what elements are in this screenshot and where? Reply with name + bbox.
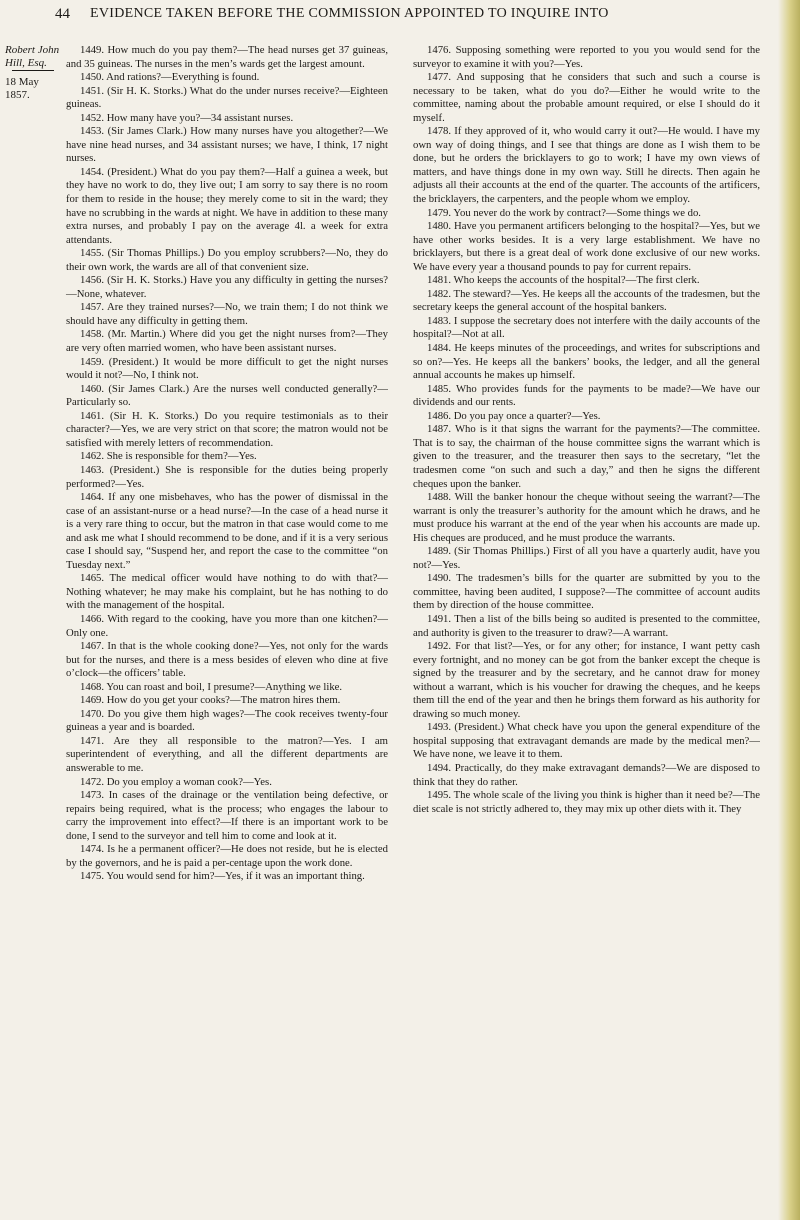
question-answer-paragraph: 1463. (President.) She is responsible for the duties being properly performed?—Yes. bbox=[66, 463, 388, 490]
question-answer-paragraph: 1455. (Sir Thomas Phillips.) Do you employ scrubbers?—No, they do their own work, the wards are all of that convenient size. bbox=[66, 247, 388, 273]
question-answer-paragraph: 1458. (Mr. Martin.) Where did you get the night nurses from?—They are very often married women, who have been assistant nurses. bbox=[66, 328, 388, 355]
question-answer-paragraph: 1457. Are they trained nurses?—No, we train them; I do not think we should have any difficulty in getting them. bbox=[66, 301, 388, 327]
question-answer-paragraph: 1479. You never do the work by contract?—Some things we do. bbox=[427, 206, 701, 219]
question-answer-paragraph: 1456. (Sir H. K. Storks.) Have you any difficulty in getting the nurses?—None, whatever. bbox=[66, 274, 388, 300]
witness-name-line-1: Robert John bbox=[5, 44, 60, 56]
margin-date: 18 May 1857. bbox=[5, 76, 39, 101]
question-answer-paragraph: 1489. (Sir Thomas Phillips.) First of all you have a quarterly audit, have you not?—Yes. bbox=[413, 545, 760, 571]
question-answer-paragraph: 1491. Then a list of the bills being so audited is presented to the committee, and authority is given to the treasurer to draw?—A warrant. bbox=[413, 612, 760, 639]
question-answer-paragraph: 1490. The tradesmen’s bills for the quarter are submitted by you to the committee, having been audited, I suppose?—The committee of account audits them by direction of the house committee. bbox=[413, 572, 760, 612]
question-answer-paragraph: 1472. Do you employ a woman cook?—Yes. bbox=[80, 775, 272, 788]
question-answer-paragraph: 1450. And rations?—Everything is found. bbox=[80, 71, 260, 84]
question-answer-paragraph: 1485. Who provides funds for the payments to be made?—We have our dividends and our rents. bbox=[413, 382, 760, 409]
question-answer-paragraph: 1474. Is he a permanent officer?—He does not reside, but he is elected by the governors, and he is paid a per-centage upon the work done. bbox=[66, 843, 388, 869]
margin-witness-name bbox=[5, 44, 65, 70]
question-answer-paragraph: 1495. The whole scale of the living you think is higher than it need be?—The diet scale is not strictly adhered to, they may mix up other diets with it. They bbox=[413, 789, 760, 815]
question-answer-paragraph: 1487. Who is it that signs the warrant for the payments?—The committee. That is to say, the chairman of the house committee signs the warrant which is given to the treasurer, and the treasurer then says to the secretary, “let the tradesmen come “on such and such a day,” and then he signs the different cheques upon the banker. bbox=[413, 423, 760, 490]
question-answer-paragraph: 1465. The medical officer would have nothing to do with that?—Nothing whatever; he may make his complaint, but he has nothing to do with the management of the hospital. bbox=[66, 572, 388, 612]
question-answer-paragraph: 1459. (President.) It would be more difficult to get the night nurses would it not?—No, I think not. bbox=[66, 355, 388, 382]
question-answer-paragraph: 1476. Supposing something were reported to you you would send for the surveyor to examine it with you?—Yes. bbox=[413, 44, 760, 70]
question-answer-paragraph: 1483. I suppose the secretary does not interfere with the daily accounts of the hospital?—Not at all. bbox=[413, 314, 760, 341]
question-answer-paragraph: 1467. In that is the whole cooking done?—Yes, not only for the wards but for the nurses, and there is a mess besides of eleven who dine at five o’clock—the officers’ table. bbox=[66, 640, 388, 680]
question-answer-paragraph: 1462. She is responsible for them?—Yes. bbox=[80, 450, 257, 463]
running-title: EVIDENCE TAKEN BEFORE THE COMMISSION APPOINTED TO INQUIRE INTO bbox=[90, 6, 609, 21]
question-answer-paragraph: 1460. (Sir James Clark.) Are the nurses well conducted generally?—Particularly so. bbox=[66, 382, 388, 409]
question-answer-paragraph: 1461. (Sir H. K. Storks.) Do you require testimonials as to their character?—Yes, we are very strict on that score; the matron would not be satisfied with merely letters of recommendation. bbox=[66, 409, 388, 449]
question-answer-paragraph: 1481. Who keeps the accounts of the hospital?—The first clerk. bbox=[427, 274, 700, 287]
question-answer-paragraph: 1477. And supposing that he considers that such and such a course is necessary to be taken, what do you do?—Either he would write to the committee, naming about the probable amount required, or else I should do it myself. bbox=[413, 71, 760, 124]
question-answer-paragraph: 1470. Do you give them high wages?—The cook receives twenty-four guineas a year and is boarded. bbox=[66, 707, 388, 734]
question-answer-paragraph: 1451. (Sir H. K. Storks.) What do the under nurses receive?—Eighteen guineas. bbox=[66, 84, 388, 111]
question-answer-paragraph: 1469. How do you get your cooks?—The matron hires them. bbox=[80, 694, 341, 707]
right-column bbox=[413, 44, 760, 816]
question-answer-paragraph: 1482. The steward?—Yes. He keeps all the accounts of the tradesmen, but the secretary keeps the general account of the hospital bankers. bbox=[413, 287, 760, 314]
question-answer-paragraph: 1492. For that list?—Yes, or for any other; for instance, I want petty cash every fortnight, and no money can be got from the banker except the cheque is signed by the treasurer and by the secretary, and he cannot draw for money without a warrant, which is his voucher for drawing the cheques, and he keeps them till the end of the year and then he brings them forward as his authority for drawing so much money. bbox=[413, 640, 760, 720]
question-answer-paragraph: 1471. Are they all responsible to the matron?—Yes. I am superintendent of everything, and all the different departments are answerable to me. bbox=[66, 734, 388, 774]
question-answer-paragraph: 1466. With regard to the cooking, have you more than one kitchen?—Only one. bbox=[66, 612, 388, 639]
question-answer-paragraph: 1488. Will the banker honour the cheque without seeing the warrant?—The warrant is only the treasurer’s authority for the amount which he draws, and he must produce his warrant at the end of the year when his accounts are made up. His cheques are produced, and he must produce the warrants. bbox=[413, 491, 760, 544]
question-answer-paragraph: 1480. Have you permanent artificers belonging to the hospital?—Yes, but we have other works besides. It is a very large establishment. We have no bricklayers, but there is a great deal of work done exclusive of our new works. We have every year a thousand pounds to pay for current repairs. bbox=[413, 220, 760, 273]
page-edge-shading bbox=[778, 0, 800, 1220]
witness-name-line-2: Hill, Esq. bbox=[5, 57, 47, 69]
question-answer-paragraph: 1464. If any one misbehaves, who has the power of dismissal in the case of an assistant-nurse or a head nurse?—In the case of a head nurse it is a very rare thing to occur, but the matron in that case would come to me and ask me what I should recommend to be done, and if it is a very serious case I should say, “Suspend her, and report the case to the committee “on Tuesday next.” bbox=[66, 491, 388, 571]
question-answer-paragraph: 1475. You would send for him?—Yes, if it was an important thing. bbox=[80, 870, 365, 883]
question-answer-paragraph: 1478. If they approved of it, who would carry it out?—He would. I have my own way of doing things, and I see that things are done as I wish them to be done, but he orders the bricklayers to go to work; I have my own views of matters, and have things done in my own way. Still he directs. Then again he adjusts all their accounts at the end of the quarter. The accounts of the artificers, the bricklayers, the carpenters, and the people whom we employ. bbox=[413, 125, 760, 206]
question-answer-paragraph: 1493. (President.) What check have you upon the general expenditure of the hospital supposing that extravagant demands are made by the medical men?—We have none, we leave it to them. bbox=[413, 721, 760, 761]
question-answer-paragraph: 1468. You can roast and boil, I presume?—Anything we like. bbox=[80, 680, 343, 693]
question-answer-paragraph: 1473. In cases of the drainage or the ventilation being defective, or repairs being required, what is the process; who engages the labour to carry the improvement into effect?—If there is an important work to be done, I send to the surveyor and tell him to come and look at it. bbox=[66, 789, 388, 842]
margin-divider bbox=[12, 70, 54, 71]
question-answer-paragraph: 1449. How much do you pay them?—The head nurses get 37 guineas, and 35 guineas. The nurses in the men’s wards get the largest amount. bbox=[66, 44, 388, 70]
question-answer-paragraph: 1454. (President.) What do you pay them?—Half a guinea a week, but they have no work to do, they live out; I am sorry to say there is no room for them to reside in the house; they merely come to sit in the ward; they have no scrubbing in the wards at night. We have in addition to these many extra nurses, and probably I pay on the average 4l. a week for extra attendants. bbox=[66, 165, 388, 246]
page-number: 44 bbox=[55, 6, 70, 22]
question-answer-paragraph: 1494. Practically, do they make extravagant demands?—We are disposed to think that they do rather. bbox=[413, 761, 760, 788]
left-column bbox=[66, 44, 388, 884]
question-answer-paragraph: 1453. (Sir James Clark.) How many nurses have you altogether?—We have nine head nurses, and 34 assistant nurses; we have, I think, 17 night nurses. bbox=[66, 125, 388, 165]
question-answer-paragraph: 1484. He keeps minutes of the proceedings, and writes for subscriptions and so on?—Yes. He keeps all the bankers’ books, the ledger, and all the general annual accounts he makes up himself. bbox=[413, 342, 760, 382]
question-answer-paragraph: 1452. How many have you?—34 assistant nurses. bbox=[80, 111, 294, 124]
question-answer-paragraph: 1486. Do you pay once a quarter?—Yes. bbox=[427, 409, 601, 422]
